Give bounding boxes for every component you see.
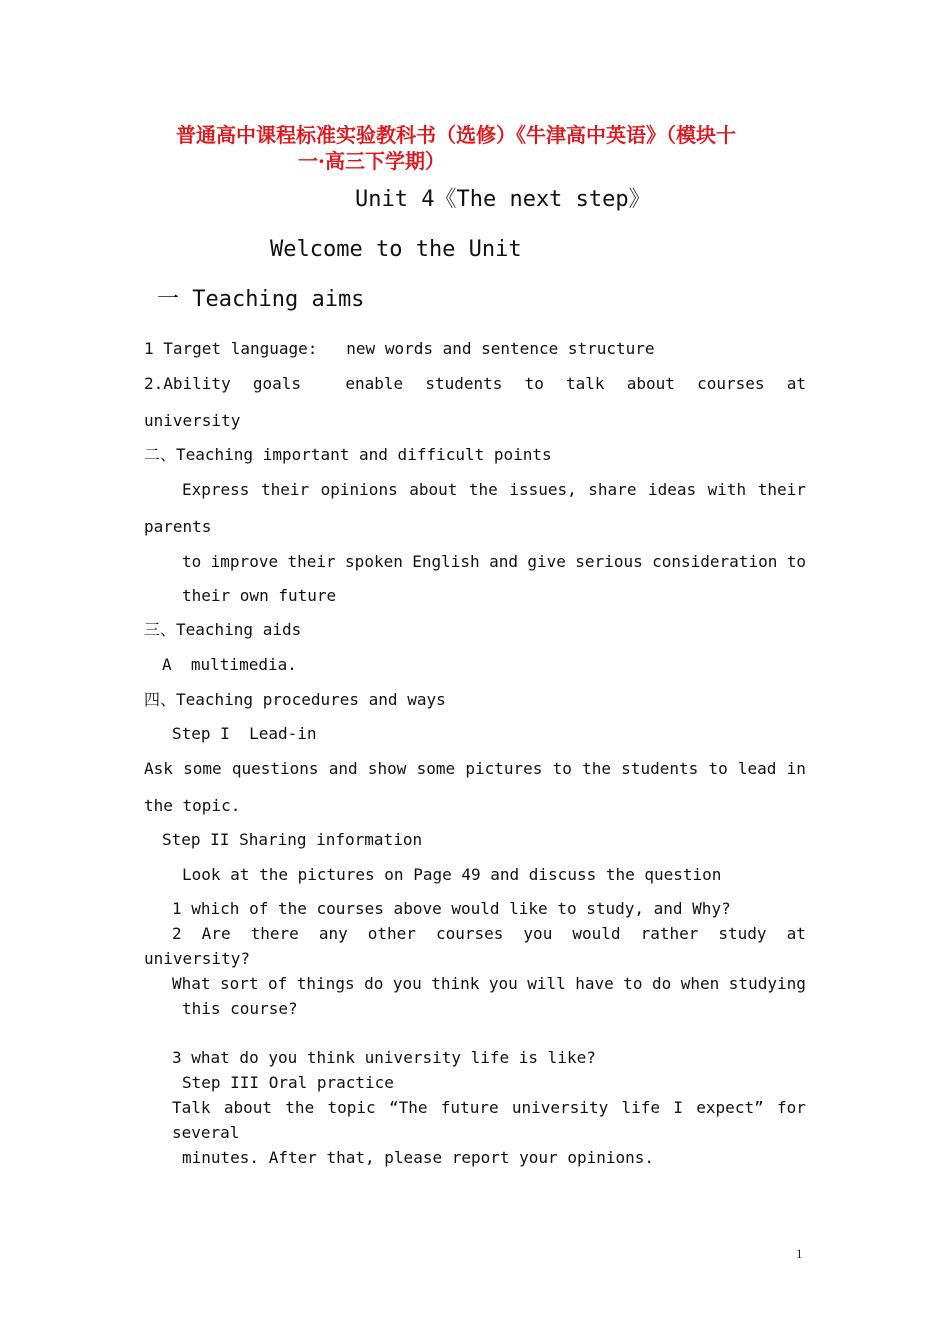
word: do (364, 974, 384, 993)
express-opinions-continuation: parents (144, 517, 212, 536)
word: to (182, 552, 202, 571)
word: about (409, 480, 458, 499)
question-1: 1 which of the courses above would like to study, and Why? (172, 899, 731, 918)
improve-english-line (182, 552, 806, 572)
word: share (588, 480, 637, 499)
word: university (511, 1098, 609, 1117)
word: Express (182, 480, 250, 499)
ability-goals-continuation: university (144, 411, 241, 430)
word: will (527, 974, 566, 993)
word: enable (345, 374, 404, 393)
word: What (172, 974, 211, 993)
improve-english-continuation: their own future (182, 586, 337, 605)
step-3-continuation-2: minutes. After that, please report your opinions. (182, 1148, 655, 1167)
word: courses (697, 374, 765, 393)
teaching-aids-item: A multimedia. (162, 655, 297, 674)
word: expect” (696, 1098, 764, 1117)
word: courses (435, 924, 504, 943)
word: and (328, 759, 358, 778)
important-points-heading: 二、Teaching important and difficult points (144, 445, 552, 464)
word: students (621, 759, 699, 778)
word: Talk (172, 1098, 211, 1117)
word: their (757, 480, 806, 499)
question-2b-continuation: this course? (182, 999, 298, 1018)
word: their (287, 552, 336, 571)
step-3-line (172, 1098, 806, 1118)
word: things (296, 974, 355, 993)
word: to (786, 552, 806, 571)
word: and (489, 552, 518, 571)
word: issues, (509, 480, 577, 499)
word: at (786, 924, 806, 943)
word: think (431, 974, 480, 993)
word: about (626, 374, 675, 393)
word: the (285, 1098, 315, 1117)
teaching-aims-heading: 一 Teaching aims (157, 287, 365, 312)
word: studying (728, 974, 806, 993)
express-opinions-line (182, 480, 806, 500)
word: students (425, 374, 503, 393)
word: 2.Ability (144, 374, 231, 393)
question-2-line (172, 924, 806, 944)
procedures-heading: 四、Teaching procedures and ways (144, 690, 446, 709)
step-1-heading: Step I Lead-in (172, 724, 317, 743)
word: “The (388, 1098, 428, 1117)
word: improve (210, 552, 279, 571)
word: future (440, 1098, 499, 1117)
word: with (707, 480, 747, 499)
word: would (572, 924, 621, 943)
word: other (367, 924, 416, 943)
word: the (468, 480, 498, 499)
word: you (523, 924, 553, 943)
word: about (223, 1098, 272, 1117)
word: study (718, 924, 767, 943)
step-1-line (144, 759, 806, 779)
word: do (652, 974, 672, 993)
word: consideration (652, 552, 778, 571)
word: to (623, 974, 643, 993)
step-1-continuation: the topic. (144, 796, 241, 815)
word: give (527, 552, 566, 571)
word: English (412, 552, 480, 571)
word: 2 (172, 924, 182, 943)
word: some (183, 759, 222, 778)
word: the (582, 759, 611, 778)
unit-title: Unit 4《The next step》 (355, 187, 651, 212)
word: to (524, 374, 544, 393)
word: pictures (465, 759, 543, 778)
word: to (552, 759, 572, 778)
word: lead (737, 759, 777, 778)
step-3-heading: Step III Oral practice (182, 1073, 394, 1092)
page-number: 1 (796, 1246, 803, 1261)
word: there (250, 924, 299, 943)
word: any (318, 924, 348, 943)
word: I (673, 1098, 683, 1117)
word: at (786, 374, 806, 393)
word: opinions (320, 480, 398, 499)
question-3: 3 what do you think university life is like? (172, 1048, 596, 1067)
ability-goals-line (144, 374, 806, 394)
word: for (777, 1098, 806, 1117)
word: questions (231, 759, 319, 778)
target-language-line: 1 Target language: new words and sentence structure (144, 339, 655, 358)
word: to (708, 759, 728, 778)
step-3-continuation-1: several (172, 1123, 240, 1142)
document-title-chinese (176, 122, 808, 174)
word: Ask (144, 759, 173, 778)
word: topic (327, 1098, 376, 1117)
word: serious (575, 552, 643, 571)
word: when (680, 974, 720, 993)
word: you (488, 974, 518, 993)
word: some (416, 759, 456, 778)
word: Are (201, 924, 231, 943)
word: ideas (647, 480, 697, 499)
word: sort (220, 974, 259, 993)
word: rather (640, 924, 699, 943)
word: spoken (345, 552, 403, 571)
section-title: Welcome to the Unit (270, 237, 522, 262)
word: goals (252, 374, 302, 393)
word: their (260, 480, 310, 499)
step-2-heading: Step II Sharing information (162, 830, 423, 849)
word: life (621, 1098, 661, 1117)
word: talk (566, 374, 605, 393)
title-line-2: 一·高三下学期） (298, 149, 445, 173)
title-line-1: 普通高中课程标准实验教科书（选修）《牛津高中英语》（模块十 (176, 123, 736, 147)
word: have (575, 974, 614, 993)
question-2b-line (172, 974, 806, 994)
word: you (392, 974, 422, 993)
word: show (367, 759, 407, 778)
word: in (786, 759, 806, 778)
step-2-intro: Look at the pictures on Page 49 and discuss the question (182, 865, 722, 884)
teaching-aids-heading: 三、Teaching aids (144, 620, 302, 639)
word: of (268, 974, 288, 993)
question-2-continuation: university? (144, 949, 250, 968)
